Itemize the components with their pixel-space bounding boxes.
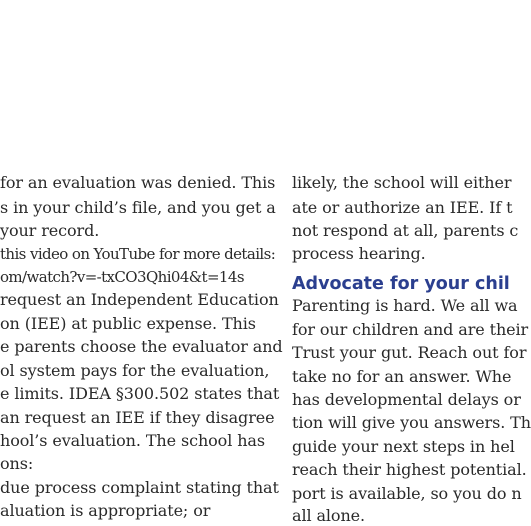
left-text-line: ol system pays for the evaluation,	[0, 361, 270, 380]
right-text-line: for our children and are their	[292, 320, 529, 339]
left-text-line: an request an IEE if they disagree	[0, 408, 275, 427]
right-text-line: port is available, so you do n	[292, 484, 522, 503]
youtube-url-line[interactable]: om/watch?v=-txCO3Qhi04&t=14s	[0, 268, 244, 286]
right-text-line: Parenting is hard. We all wa	[292, 296, 518, 315]
right-text-line: ate or authorize an IEE. If t	[292, 198, 513, 217]
right-text-line: has developmental delays or	[292, 390, 521, 409]
left-text-line: due process complaint stating that	[0, 478, 279, 497]
right-text-line: likely, the school will either	[292, 173, 512, 192]
right-text-line: reach their highest potential.	[292, 460, 527, 479]
right-text-line: guide your next steps in hel	[292, 437, 515, 456]
left-text-line: on (IEE) at public expense. This	[0, 314, 256, 333]
left-text-line: e limits. IDEA §300.502 states that	[0, 384, 280, 403]
right-text-line: all alone.	[292, 506, 366, 525]
section-heading: Advocate for your chil	[292, 274, 510, 294]
left-text-line: request an Independent Education	[0, 290, 279, 309]
left-text-line: ons:	[0, 454, 34, 473]
left-text-line: s in your child’s file, and you get a	[0, 198, 276, 217]
right-text-line: not respond at all, parents c	[292, 221, 519, 240]
video-reference-line: this video on YouTube for more details:	[0, 245, 276, 263]
right-text-line: process hearing.	[292, 244, 426, 263]
left-text-line: for an evaluation was denied. This	[0, 173, 276, 192]
left-text-line: your record.	[0, 221, 100, 240]
left-text-line: aluation is appropriate; or	[0, 501, 211, 520]
right-text-line: Trust your gut. Reach out for	[292, 343, 527, 362]
left-text-line: hool’s evaluation. The school has	[0, 431, 265, 450]
left-text-line: e parents choose the evaluator and	[0, 337, 283, 356]
right-text-line: take no for an answer. Whe	[292, 367, 512, 386]
right-text-line: tion will give you answers. Th	[292, 413, 531, 432]
